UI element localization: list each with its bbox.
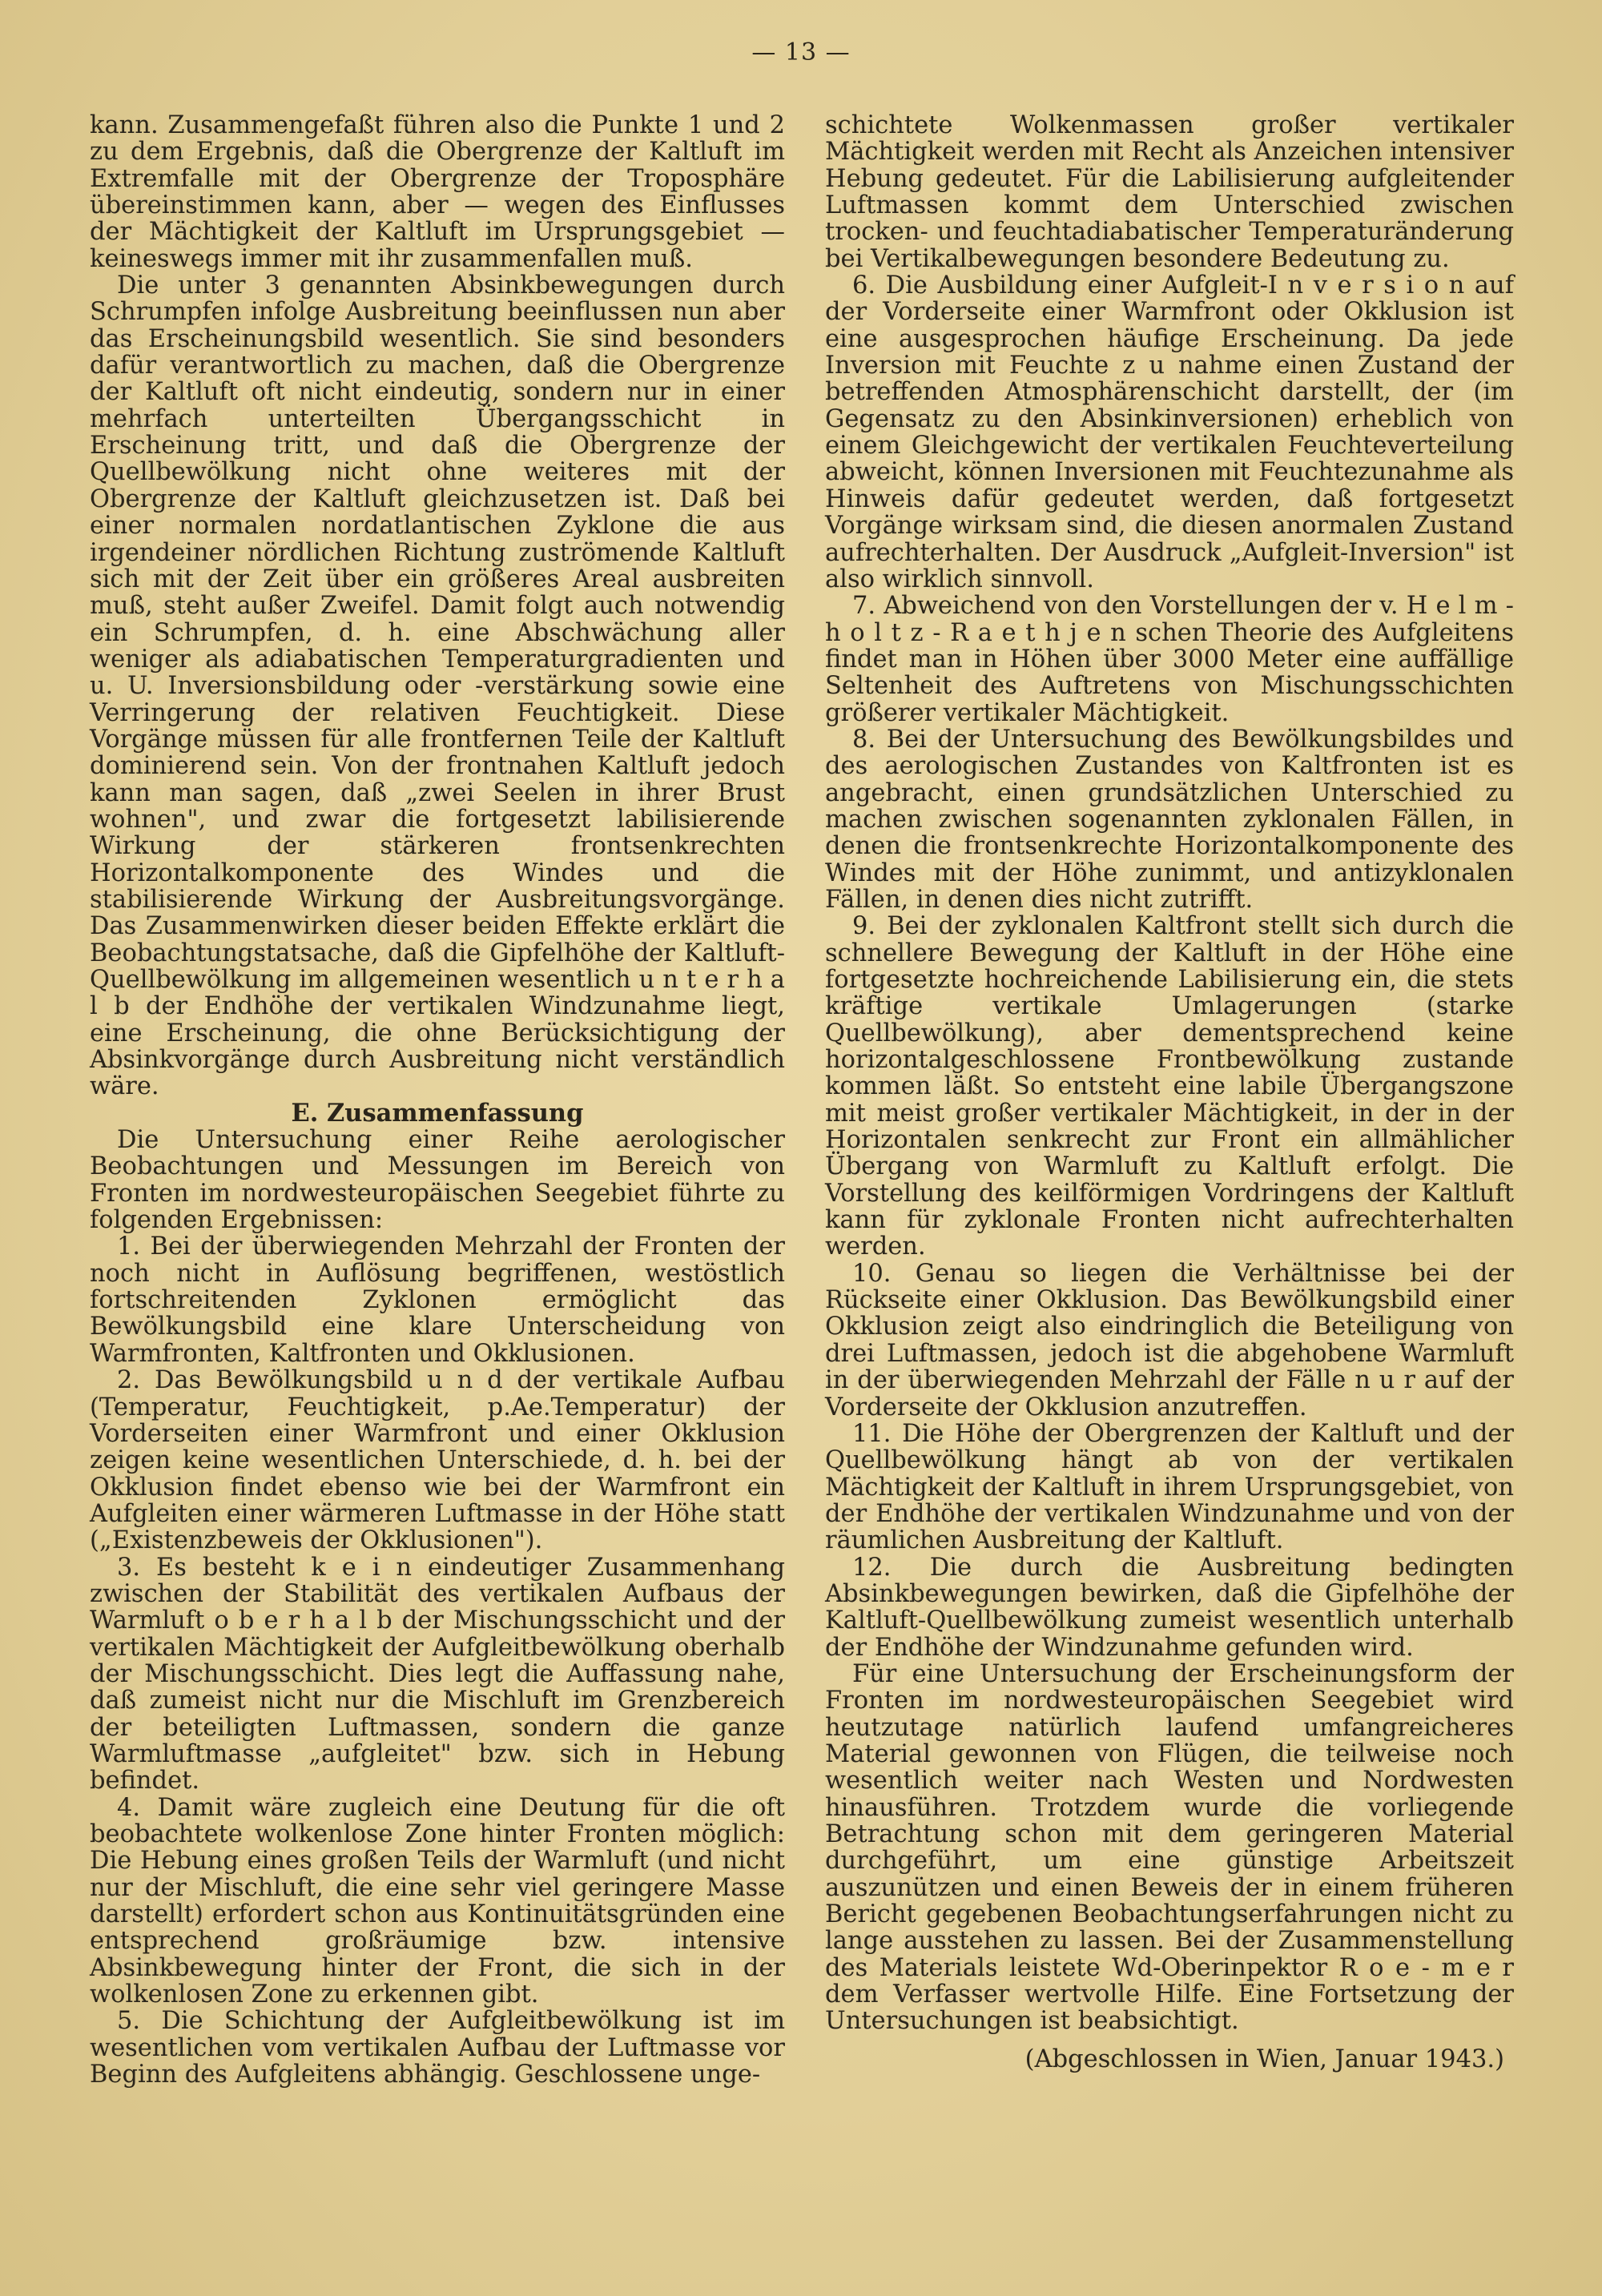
section-heading: E. Zusammenfassung [291,1098,584,1128]
page-number: — 13 — [751,38,851,66]
result-item-10: 10. Genau so liegen die Verhältnisse bei der Rückseite einer Okklusion. Das Bewölkungsbild einer Okklusion zeigt also eindringlich die Beteiligung von drei Luftmassen, jedoch ist die abgehobene Warmluft in der überwiegenden Mehrzahl der Fälle n u r auf der Vorderseite der Okklusion anzutreffen. [825,1259,1514,1421]
paragraph: Die Untersuchung einer Reihe aerologischer Beobachtungen und Messungen im Bereich von Fronten im nordwesteuropäischen Seegebiet führte zu folgenden Ergebnissen: [90,1126,785,1235]
result-item-2: 2. Das Bewölkungsbild u n d der vertikale Aufbau (Temperatur, Feuchtigkeit, p.Ae.Temperatur) der Vorderseiten einer Warmfront und einer Okklusion zeigen keine wesentlichen Unterschiede, d. h. bei der Okklusion findet ebenso wie bei der Warmfront ein Aufgleiten einer wärmeren Luftmasse in der Höhe statt („Existenzbeweis der Okklusionen"). [90,1366,785,1555]
result-item-9: 9. Bei der zyklonalen Kaltfront stellt sich durch die schnellere Bewegung der Kaltluft in der Höhe eine fortgesetzte hochreichende Labilisierung ein, die stets kräftige vertikale Umlagerungen (starke Quellbewölkung), aber dementsprechend keine horizontalgeschlossene Frontbewölkung zustande kommen läßt. So entsteht eine labile Übergangszone mit meist großer vertikaler Mächtigkeit, in der in der Horizontalen senkrecht zur Front ein allmählicher Übergang von Warmluft zu Kaltluft erfolgt. Die Vorstellung des keilförmigen Vordringens der Kaltluft kann für zyklonale Fronten nicht aufrechterhalten werden. [825,912,1514,1261]
result-item-5: 5. Die Schichtung der Aufgleitbewölkung ist im wesentlichen vom vertikalen Aufbau der Luftmasse vor Beginn des Aufgleitens abhängig. Geschlossene unge- [90,2007,785,2089]
result-item-11: 11. Die Höhe der Obergrenzen der Kaltluft und der Quellbewölkung hängt ab von der vertikalen Mächtigkeit der Kaltluft in ihrem Ursprungsgebiet, von der Endhöhe der vertikalen Windzunahme und von der räumlichen Ausbreitung der Kaltluft. [825,1419,1514,1555]
result-item-7: 7. Abweichend von den Vorstellungen der v. H e l m - h o l t z - R a e t h j e n schen Theorie des Aufgleitens findet man in Höhen über 3000 Meter eine auffällige Seltenheit des Auftretens von Mischungsschichten größerer vertikaler Mächtigkeit. [825,592,1514,727]
paragraph: Für eine Untersuchung der Erscheinungsform der Fronten im nordwesteuropäischen Seegebiet wird heutzutage natürlich laufend umfangreicheres Material gewonnen von Flügen, die teilweise noch wesentlich weiter nach Westen und Nordwesten hinausführen. Trotzdem wurde die vorliegende Betrachtung schon mit dem geringeren Material durchgeführt, um eine günstige Arbeitszeit auszunützen und einen Beweis der in einem früheren Bericht gegebenen Beobachtungserfahrungen nicht zu lange ausstehen zu lassen. Bei der Zusammenstellung des Materials leistete Wd-Oberinpektor R o e - m e r dem Verfasser wertvolle Hilfe. Eine Fortsetzung der Untersuchungen ist beabsichtigt. [825,1659,1514,2036]
result-item-8: 8. Bei der Untersuchung des Bewölkungsbildes und des aerologischen Zustandes von Kaltfronten ist es angebracht, einen grundsätzlichen Unterschied zu machen zwischen sogenannten zyklonalen Fällen, in denen die frontsenkrechte Horizontalkomponente des Windes mit der Höhe zunimmt, und antizyklonalen Fällen, in denen dies nicht zutrifft. [825,725,1514,914]
result-item-3: 3. Es besteht k e i n eindeutiger Zusammenhang zwischen der Stabilität des vertikalen Aufbaus der Warmluft o b e r h a l b der Mischungsschicht und der vertikalen Mächtigkeit der Aufgleitbewölkung oberhalb der Mischungsschicht. Dies legt die Auffassung nahe, daß zumeist nicht nur die Mischluft im Grenzbereich der beteiligten Luftmassen, sondern die ganze Warmluftmasse „aufgleitet" bzw. sich in Hebung befindet. [90,1553,785,1795]
paragraph: kann. Zusammengefaßt führen also die Punkte 1 und 2 zu dem Ergebnis, daß die Obergrenze der Kaltluft im Extremfalle mit der Obergrenze der Troposphäre übereinstimmen kann, aber — wegen des Einflusses der Mächtigkeit der Kaltluft im Ursprungsgebiet — keineswegs immer mit ihr zusammenfallen muß. [90,111,785,273]
paragraph: schichtete Wolkenmassen großer vertikaler Mächtigkeit werden mit Recht als Anzeichen intensiver Hebung gedeutet. Für die Labilisierung aufgleitender Luftmassen kommt dem Unterschied zwischen trocken- und feuchtadiabatischer Temperaturänderung bei Vertikalbewegungen besondere Bedeutung zu. [825,111,1514,273]
result-item-12: 12. Die durch die Ausbreitung bedingten Absinkbewegungen bewirken, daß die Gipfelhöhe der Kaltluft-Quellbewölkung zumeist wesentlich unterhalb der Endhöhe der Windzunahme gefunden wird. [825,1553,1514,1662]
closing-note: (Abgeschlossen in Wien, Januar 1943.) [1024,2045,1504,2073]
paragraph: Die unter 3 genannten Absinkbewegungen durch Schrumpfen infolge Ausbreitung beeinflussen nun aber das Erscheinungsbild wesentlich. Sie sind besonders dafür verantwortlich zu machen, daß die Obergrenze der Kaltluft oft nicht eindeutig, sondern nur in einer mehrfach unterteilten Übergangsschicht in Erscheinung tritt, und daß die Obergrenze der Quellbewölkung nicht ohne weiteres mit der Obergrenze der Kaltluft gleichzusetzen ist. Daß bei einer normalen nordatlantischen Zyklone die aus irgendeiner nördlichen Richtung zuströmende Kaltluft sich mit der Zeit über ein größeres Areal ausbreiten muß, steht außer Zweifel. Damit folgt auch notwendig ein Schrumpfen, d. h. eine Abschwächung aller weniger als adiabatischen Temperaturgradienten und u. U. Inversionsbildung oder -verstärkung sowie eine Verringerung der relativen Feuchtigkeit. Diese Vorgänge müssen für alle frontfernen Teile der Kaltluft dominierend sein. Von der frontnahen Kaltluft jedoch kann man sagen, daß „zwei Seelen in ihrer Brust wohnen", und zwar die fortgesetzt labilisierende Wirkung der stärkeren frontsenkrechten Horizontalkomponente des Windes und die stabilisierende Wirkung der Ausbreitungsvorgänge. Das Zusammenwirken dieser beiden Effekte erklärt die Beobachtungstatsache, daß die Gipfelhöhe der Kaltluft-Quellbewölkung im allgemeinen wesentlich u n t e r h a l b der Endhöhe der vertikalen Windzunahme liegt, eine Erscheinung, die ohne Berücksichtigung der Absinkvorgänge durch Ausbreitung nicht verständlich wäre. [90,271,785,1101]
right-column [825,112,1514,2073]
result-item-6: 6. Die Ausbildung einer Aufgleit-I n v e r s i o n auf der Vorderseite einer Warmfront oder Okklusion ist eine ausgesprochen häufige Erscheinung. Da jede Inversion mit Feuchte z u nahme einen Zustand der betreffenden Atmosphärenschicht darstellt, der (im Gegensatz zu den Absinkinversionen) erheblich von einem Gleichgewicht der vertikalen Feuchteverteilung abweicht, können Inversionen mit Feuchtezunahme als Hinweis dafür gedeutet werden, daß fortgesetzt Vorgänge wirksam sind, die diesen anormalen Zustand aufrechterhalten. Der Ausdruck „Aufgleit-Inversion" ist also wirklich sinnvoll. [825,271,1514,593]
result-item-1: 1. Bei der überwiegenden Mehrzahl der Fronten der noch nicht in Auflösung begriffenen, westöstlich fortschreitenden Zyklonen ermöglicht das Bewölkungsbild eine klare Unterscheidung von Warmfronten, Kaltfronten und Okklusionen. [90,1232,785,1368]
left-column [90,112,785,2088]
result-item-4: 4. Damit wäre zugleich eine Deutung für die oft beobachtete wolkenlose Zone hinter Fronten möglich: Die Hebung eines großen Teils der Warmluft (und nicht nur der Mischluft, die eine sehr viel geringere Masse darstellt) erfordert schon aus Kontinuitätsgründen eine entsprechend großräumige bzw. intensive Absinkbewegung hinter der Front, die sich in der wolkenlosen Zone zu erkennen gibt. [90,1793,785,2009]
